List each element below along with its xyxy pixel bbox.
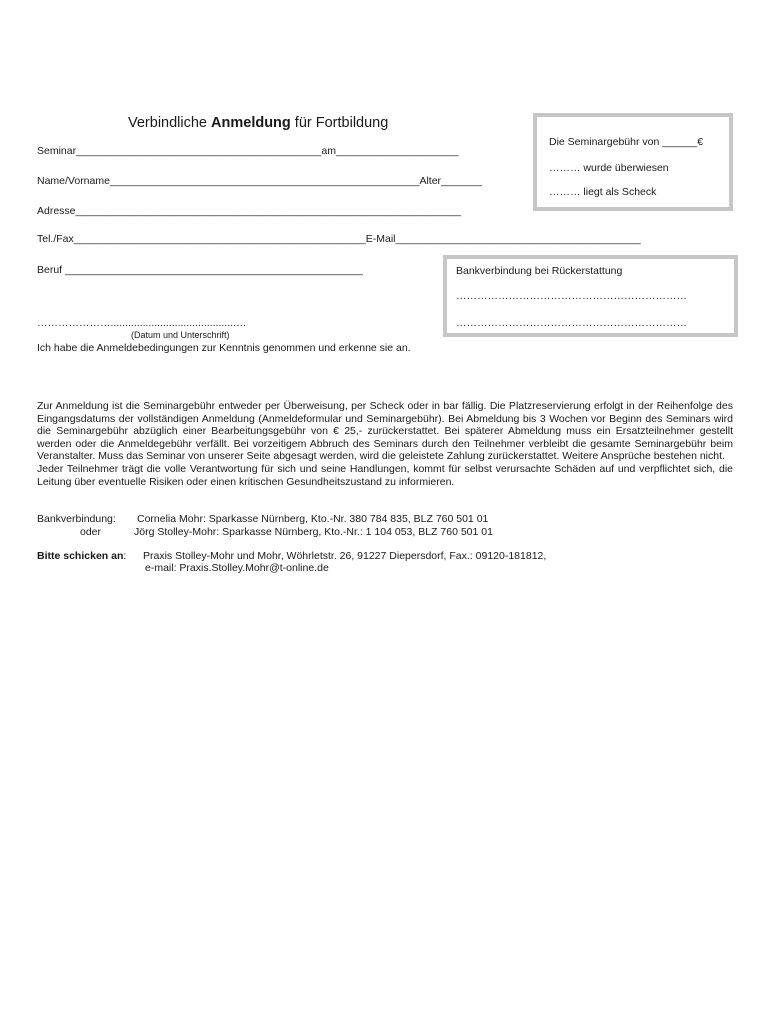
send-to-address: Praxis Stolley-Mohr und Mohr, Wöhrletstr. 26, 91227 Diepersdorf, Fax.: 09120-181812, [143, 550, 547, 562]
bank-line-2: Jörg Stolley-Mohr: Sparkasse Nürnberg, Kto.-Nr.: 1 104 053, BLZ 760 501 01 [134, 526, 493, 538]
bank-or: oder [80, 526, 102, 538]
refund-line-1[interactable]: ………………………………………………………… [456, 290, 687, 302]
tel-email-field[interactable]: Tel./Fax__________________________________________________E-Mail__________________________________________ [37, 233, 641, 245]
acceptance-statement: Ich habe die Anmeldebedingungen zur Kenntnis genommen und erkenne sie an. [37, 342, 411, 354]
conditions-text [37, 400, 733, 488]
send-to-label: Bitte schicken an: [37, 550, 127, 562]
address-field[interactable]: Adresse__________________________________________________________________ [37, 205, 461, 217]
signature-line[interactable]: …………………...........................................… [37, 317, 247, 329]
profession-field[interactable]: Beruf ___________________________________________________ [37, 264, 363, 276]
conditions-paragraph-1: Zur Anmeldung ist die Seminargebühr entweder per Überweisung, per Scheck oder in bar fällig. Die Platzreservierung erfolgt in der Reihenfolge des Eingangsdatums der vollständigen Anmeldung (Anmeldeformular und Seminargebühr). Bei Abmeldung bis 3 Wochen vor Beginn des Seminars wird die Seminargebühr abzüglich einer Bearbeitungsgebühr von € 25,- zurückerstattet. Bei späterer Abmeldung muss ein Ersatzteilnehmer gestellt werden oder die Anmeldegebühr verfällt. Bei vorzeitigem Abbruch des Seminars durch den Teilnehmer verbleibt die gesamte Seminargebühr beim Veranstalter. Muss das Seminar von unserer Seite abgesagt werden, wird die geleistete Zahlung zurückerstattet. Weitere Ansprüche bestehen nicht. [37, 400, 733, 463]
name-field[interactable]: Name/Vorname_____________________________________________________Alter_______ [37, 175, 482, 187]
fee-amount-field[interactable]: Die Seminargebühr von ______€ [549, 136, 704, 148]
fee-cheque-option[interactable]: ……… liegt als Scheck [549, 186, 657, 198]
send-to-email: e-mail: Praxis.Stolley.Mohr@t-online.de [145, 562, 329, 574]
bank-label: Bankverbindung: [37, 513, 116, 525]
conditions-paragraph-2: Jeder Teilnehmer trägt die volle Verantwortung für sich und seine Handlungen, kommt für selbst verursachte Schäden auf und verpflichtet sich, die Leitung über eventuelle Risiken oder einen kritischen Gesundheitszustand zu informieren. [37, 462, 733, 488]
fee-transferred-option[interactable]: ……… wurde überwiesen [549, 162, 669, 174]
title-prefix: Verbindliche [128, 115, 212, 131]
seminar-field[interactable]: Seminar__________________________________________am_____________________ [37, 145, 459, 157]
refund-label: Bankverbindung bei Rückerstattung [456, 265, 623, 277]
signature-caption: (Datum und Unterschrift) [131, 330, 230, 340]
refund-line-2[interactable]: ………………………………………………………… [456, 317, 687, 329]
title-bold: Anmeldung [211, 115, 291, 131]
bank-line-1: Cornelia Mohr: Sparkasse Nürnberg, Kto.-Nr. 380 784 835, BLZ 760 501 01 [137, 513, 489, 525]
form-title [128, 115, 388, 131]
title-suffix: für Fortbildung [290, 115, 389, 131]
